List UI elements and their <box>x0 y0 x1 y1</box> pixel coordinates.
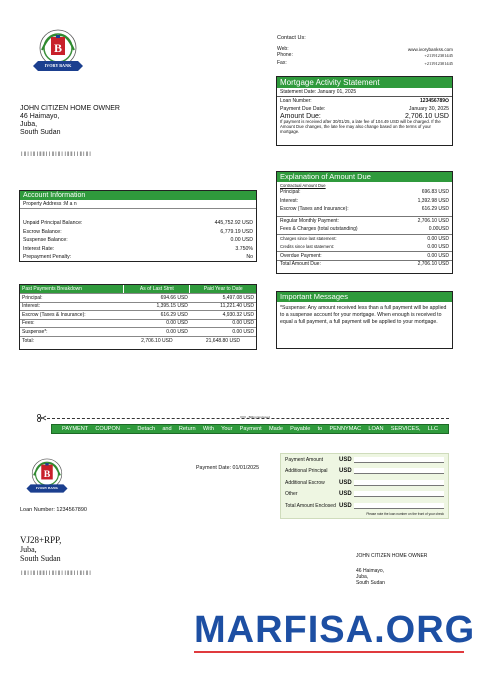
messages-body: *Suspense: Any amount received less than a full payment will be applied to a suspense account for your mortgage. When enough is received to equal a full payment, a full payment will be applied to your mortgage. <box>280 305 447 326</box>
coupon-note: Please note the loan number on the front of your check <box>366 511 444 516</box>
contact-block <box>277 35 453 66</box>
regular-payment-label: Regular Monthly Payment: <box>280 217 339 224</box>
table-row <box>20 311 256 320</box>
coupon-sender-address <box>20 536 61 563</box>
coupon-item-field[interactable] <box>339 457 444 463</box>
interest-rate-value: 3.750% <box>235 245 253 252</box>
table-cell: Principal: <box>20 294 124 303</box>
logo-brand-text: IVORY BANK <box>44 63 72 68</box>
svg-text:B: B <box>43 469 51 480</box>
loan-number-value: 123456789Օ <box>420 98 449 104</box>
table-cell: Interest: <box>20 302 124 311</box>
explanation-title: Explanation of Amount Due <box>277 172 452 182</box>
bank-seal-icon <box>30 26 86 78</box>
exp-interest-value: 1,392.98 USD <box>417 197 449 204</box>
recipient-line: South Sudan <box>20 129 61 136</box>
prepayment-penalty-value: No <box>246 254 253 261</box>
past-payments-box <box>19 284 257 350</box>
phone-value: +211912301445 <box>424 52 453 58</box>
bank-seal-icon <box>24 455 70 499</box>
important-messages-box <box>276 291 453 349</box>
coupon-item-currency: USD <box>339 456 352 463</box>
statement-title: Mortgage Activity Statement <box>277 77 452 88</box>
coupon-item-other <box>281 489 448 501</box>
account-info-box <box>19 190 257 262</box>
coupon-item-field[interactable] <box>339 503 444 509</box>
coupon-item-additional-principal <box>281 466 448 478</box>
charges-since-label: Charges since last statement: <box>280 236 337 241</box>
table-cell: Escrow (Taxes & Insurance): <box>20 311 124 320</box>
suspense-balance-label: Suspense Balance: <box>23 237 68 244</box>
table-row <box>20 336 256 345</box>
coupon-item-label: Additional Escrow <box>285 479 325 486</box>
sender-line: Juba, <box>20 545 37 554</box>
web-link[interactable]: www.ivorybankss.com <box>407 46 453 52</box>
coupon-item-payment-amount <box>281 454 448 466</box>
suspense-balance-value: 0.00 USD <box>230 237 253 244</box>
phone-label: Phone: <box>277 52 293 58</box>
escrow-balance-value: 6,779.19 USD <box>220 228 253 235</box>
fees-outstanding-label: Fees & Charges (total outstanding) <box>280 226 358 233</box>
recipient-line: 46 Haimayo, <box>20 113 60 120</box>
coupon-item-label: Payment Amount <box>285 456 324 463</box>
recipient-address <box>20 105 170 137</box>
coupon-item-currency: USD <box>339 491 352 498</box>
property-address: Property Address :M a n <box>20 200 256 209</box>
coupon-item-field[interactable] <box>339 468 444 474</box>
table-row <box>20 328 256 337</box>
payee-line: 46 Haimayo, <box>356 568 385 574</box>
watermark-underline <box>194 651 464 653</box>
coupon-bank-logo <box>24 455 70 499</box>
total-due-value: 2,706.10 USD <box>417 261 449 268</box>
table-cell: Suspense*: <box>20 328 124 337</box>
exp-escrow-value: 616.29 USD <box>421 206 449 213</box>
coupon-item-label: Additional Principal <box>285 468 328 475</box>
explanation-subtitle: Contractual Amount Due <box>280 182 326 188</box>
coupon-payment-date: Payment Date: 01/01/2025 <box>196 465 260 471</box>
total-due-label: Total Amount Due: <box>280 261 321 268</box>
recipient-line: Juba, <box>20 121 38 128</box>
loan-number-label: Loan Number: <box>280 98 312 104</box>
prepayment-penalty-label: Prepayment Penalty: <box>23 254 72 261</box>
bank-logo <box>30 26 86 78</box>
table-cell: 4,930.32 USD <box>190 311 256 320</box>
coupon-amount-form <box>280 453 449 519</box>
coupon-item-total-enclosed <box>281 500 448 512</box>
recipient-barcode: ǀǁǀǀǁǀǁǁǀǀǁǀǁǀǀǁǁǀǀǁǀǁǀ <box>20 151 92 158</box>
table-row <box>20 294 256 303</box>
table-header: Past Payments Breakdown <box>20 285 124 294</box>
contact-title: Contact Us: <box>277 35 306 41</box>
table-cell: 2,706.10 USD <box>141 337 173 344</box>
table-cell: 694.66 USD <box>124 294 190 303</box>
due-date-label: Payment Due Date: <box>280 106 326 112</box>
amount-due-label: Amount Due: <box>280 113 321 120</box>
table-cell: 21,648.80 USD <box>205 337 241 344</box>
table-header: As of Last Stmt <box>124 285 190 294</box>
due-date-value: January 30, 2025 <box>408 106 449 112</box>
scissors-icon <box>37 414 47 422</box>
table-row <box>20 319 256 328</box>
table-cell: 0.00 USD <box>124 328 190 337</box>
fax-label: Fax: <box>277 60 287 66</box>
table-cell: 5,497.08 USD <box>190 294 256 303</box>
payee-line: Juba, <box>356 574 369 580</box>
messages-title: Important Messages <box>277 292 452 302</box>
late-fee-note: If payment is received after 30/01/25, a late fee of 104.49 USD will be charged. If the Amount Due changes, the late fee may also change based on the terms of your mortgage. <box>280 119 441 134</box>
watermark-text: MARFISA.ORG <box>194 609 476 651</box>
coupon-logo-brand-text: IVORY BANK <box>35 486 59 490</box>
coupon-banner-text: PAYMENT COUPON – Detach and Return With Your Payment Made Payable to PENNYMAC LOAN SERVICES, LLC <box>62 426 438 432</box>
coupon-item-currency: USD <box>339 502 352 509</box>
table-cell: Fees: <box>20 319 124 328</box>
coupon-item-additional-escrow <box>281 477 448 489</box>
payee-name: JOHN CITIZEN HOME OWNER <box>356 553 428 559</box>
coupon-item-currency: USD <box>339 479 352 486</box>
coupon-item-field[interactable] <box>339 491 444 497</box>
coupon-tiny-text: XXX - Billing Enclosed <box>240 415 270 419</box>
marfisa-watermark <box>194 609 476 653</box>
unpaid-principal-value: 445,752.92 USD <box>214 220 253 227</box>
table-cell: 0.00 USD <box>190 319 256 328</box>
coupon-banner <box>51 424 449 434</box>
coupon-item-label: Total Amount Enclosed <box>285 502 336 509</box>
table-cell: 616.29 USD <box>124 311 190 320</box>
exp-interest-label: Interest: <box>280 197 299 204</box>
exp-principal-label: Principal: <box>280 189 301 196</box>
explanation-box <box>276 171 453 274</box>
sender-line: South Sudan <box>20 554 61 563</box>
table-header: Paid Year to Date <box>190 285 256 294</box>
table-cell: 0.00 USD <box>190 328 256 337</box>
web-label: Web: <box>277 46 289 52</box>
coupon-barcode: ǀǁǀǀǁǀǁǁǀǀǁǀǁǀǀǁǁǀǀǁǀǁǀ <box>20 570 92 577</box>
account-info-title: Account Information <box>20 191 256 200</box>
table-row <box>20 302 256 311</box>
table-header-row <box>20 285 256 294</box>
mortgage-statement-box <box>276 76 453 146</box>
coupon-loan-number: Loan Number: 1234567890 <box>20 507 87 513</box>
exp-escrow-label: Escrow (Taxes and Insurance): <box>280 206 349 213</box>
charges-since-value: 0.00 USD <box>427 235 449 242</box>
coupon-item-label: Other <box>285 491 298 498</box>
exp-principal-value: 696.83 USD <box>421 189 449 196</box>
interest-rate-label: Interest Rate: <box>23 245 55 252</box>
recipient-line: JOHN CITIZEN HOME OWNER <box>20 105 120 112</box>
table-cell: 11,221.40 USD <box>190 302 256 311</box>
statement-date: Statement Date: January 01, 2025 <box>277 88 452 97</box>
sender-line: VJ28+RPP, <box>20 535 62 545</box>
past-payments-table <box>20 285 256 345</box>
overdue-label: Overdue Payment: <box>280 252 322 259</box>
table-cell: 1,395.15 USD <box>124 302 190 311</box>
regular-payment-value: 2,706.10 USD <box>417 217 449 224</box>
fees-outstanding-value: 0.00USD <box>428 226 449 233</box>
table-cell: 0.00 USD <box>124 319 190 328</box>
unpaid-principal-label: Unpaid Principal Balance: <box>23 220 83 227</box>
credits-since-value: 0.00 USD <box>427 243 449 250</box>
coupon-item-currency: USD <box>339 468 352 475</box>
escrow-balance-label: Escrow Balance: <box>23 228 62 235</box>
credits-since-label: Credits since last statement: <box>280 244 334 249</box>
payee-line: South Sudan <box>356 580 385 586</box>
svg-text:B: B <box>53 41 63 55</box>
amount-due-value: 2,706.10 USD <box>405 113 449 120</box>
table-cell: Total: <box>22 337 34 344</box>
coupon-payee-address <box>356 553 427 586</box>
fax-value: +211912301445 <box>424 60 453 66</box>
coupon-item-field[interactable] <box>339 480 444 486</box>
overdue-value: 0.00 USD <box>427 252 449 259</box>
